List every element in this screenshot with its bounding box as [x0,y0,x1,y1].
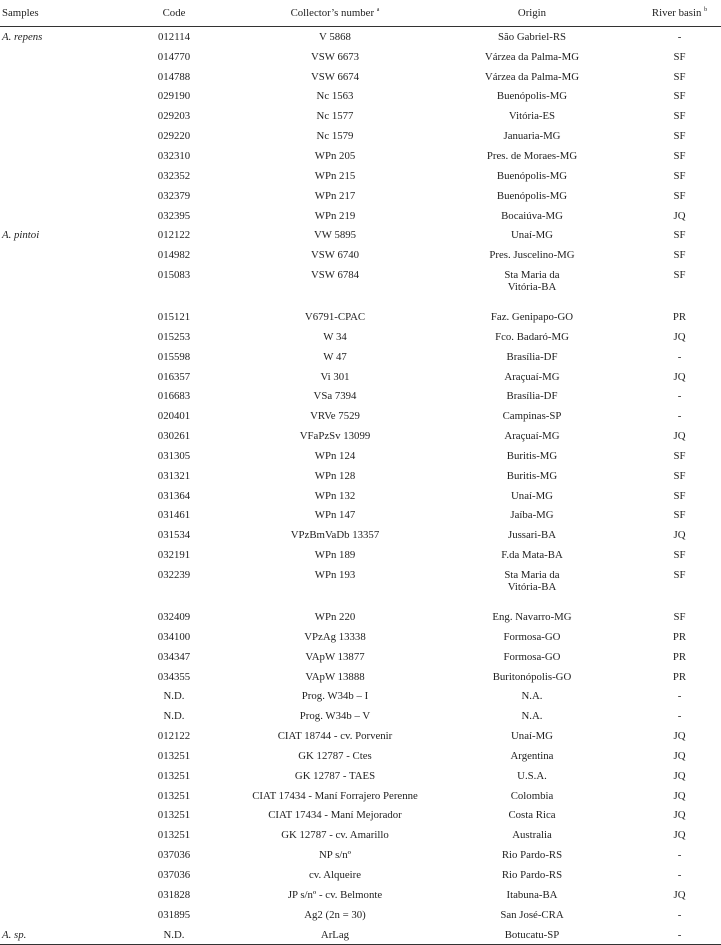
cell-river-basin: JQ [673,888,686,901]
cell-code: N.D. [128,925,220,945]
header-code: Code [128,2,220,27]
table-row [0,686,721,706]
cell-origin: Várzea da Palma-MG [484,50,580,63]
cell-code: N.D. [163,690,185,703]
table-row [0,806,721,826]
table-row [0,726,721,746]
table-row [0,206,721,226]
cell-river-basin: - [677,30,682,43]
origin-line-2: Vitória-BA [507,281,557,294]
table-row [0,265,721,307]
cell-code: 037036 [157,868,191,881]
cell-river-basin: JQ [673,789,686,802]
cell-river-basin: SF [673,509,686,522]
cell-code: 034100 [157,630,191,643]
table-row [0,225,721,245]
cell-origin: San José-CRA [500,908,564,921]
cell-sample [0,746,128,766]
cell-origin: Argentina [510,749,554,762]
origin-line-1: Sta Maria da [504,269,560,282]
cell-sample [0,87,128,107]
cell-sample [0,667,128,687]
cell-sample [0,647,128,667]
cell-sample [0,186,128,206]
cell-river-basin: JQ [673,730,686,743]
cell-river-basin: SF [673,569,686,582]
cell-sample [0,565,128,607]
cell-river-basin: SF [673,489,686,502]
cell-origin: Pres. Juscelino-MG [489,249,575,262]
cell-sample [0,905,128,925]
cell-collector-number: VPzBmVaDb 13357 [290,529,380,542]
cell-code: 031321 [157,469,191,482]
cell-river-basin: JQ [673,370,686,383]
cell-river-basin: JQ [673,430,686,443]
cell-origin: Eng. Navarro-MG [492,611,572,624]
cell-code: 032379 [157,189,191,202]
table-row [0,786,721,806]
cell-origin: Formosa-GO [503,630,561,643]
cell-collector-number: ArLag [220,925,450,945]
table-row [0,825,721,845]
cell-collector-number: VSW 6740 [310,249,360,262]
cell-sample [0,347,128,367]
cell-river-basin: - [677,710,682,723]
cell-collector-number: VApW 13888 [305,670,365,683]
cell-origin: Itabuna-BA [506,888,558,901]
cell-river-basin: - [677,868,682,881]
table-row [0,186,721,206]
cell-river-basin: SF [673,189,686,202]
cell-code: 020401 [157,410,191,423]
cell-collector-number: Prog. W34b – V [299,710,371,723]
cell-collector-number: WPn 219 [314,209,356,222]
cell-sample [0,146,128,166]
cell-origin: Australia [512,829,552,842]
cell-river-basin: PR [672,311,687,324]
cell-river-basin: - [677,849,682,862]
cell-origin: Faz. Genipapo-GO [490,311,574,324]
header-origin: Origin [450,2,614,27]
cell-river-basin: SF [673,229,686,242]
table-row [0,307,721,327]
cell-sample [0,307,128,327]
cell-origin: Unaí-MG [511,730,553,743]
cell-sample [0,406,128,426]
table-row [0,506,721,526]
cell-code: 032239 [157,569,191,582]
table-row [0,387,721,407]
accessions-table [0,2,721,945]
cell-sample [0,706,128,726]
cell-code: 032191 [157,549,191,562]
cell-river-basin: JQ [673,809,686,822]
cell-origin [450,265,614,307]
cell-river-basin: PR [672,630,687,643]
header-river-basin [614,2,721,27]
header-samples: Samples [0,2,128,27]
cell-code: 016683 [157,390,191,403]
cell-sample [0,865,128,885]
origin-line-2: Vitória-BA [507,581,557,594]
cell-sample [0,766,128,786]
cell-origin: N.A. [521,690,543,703]
cell-river-basin: - [677,410,682,423]
cell-collector-number: WPn 193 [314,569,356,582]
cell-collector-number: Ag2 (2n = 30) [304,908,366,921]
cell-code: 016357 [157,370,191,383]
cell-code: 032409 [157,611,191,624]
table-row [0,647,721,667]
table-row [0,627,721,647]
table-row [0,47,721,67]
cell-code: 031305 [157,449,191,462]
cell-collector-number: VPzAg 13338 [304,630,366,643]
cell-sample [0,67,128,87]
cell-code: 013251 [157,809,191,822]
table-row [0,766,721,786]
table-row [0,905,721,925]
cell-sample [0,885,128,905]
cell-river-basin: SF [673,50,686,63]
table-row [0,486,721,506]
cell-river-basin: - [614,925,721,945]
cell-origin: Unaí-MG [511,229,553,242]
cell-origin: F.da Mata-BA [501,549,563,562]
cell-river-basin: JQ [673,769,686,782]
table-row [0,446,721,466]
cell-sample [0,166,128,186]
cell-code: 034355 [157,670,191,683]
cell-river-basin: SF [673,90,686,103]
cell-origin: Botucatu-SP [450,925,614,945]
cell-code: 013251 [157,749,191,762]
table-row [0,245,721,265]
cell-collector-number: Nc 1563 [316,90,354,103]
table-row [0,885,721,905]
table-row [0,667,721,687]
table-row [0,525,721,545]
cell-sample [0,627,128,647]
table-row [0,67,721,87]
cell-sample [0,327,128,347]
cell-code: 012114 [158,30,190,43]
cell-sample [0,126,128,146]
cell-river-basin: - [677,690,682,703]
cell-code: 031364 [157,489,191,502]
cell-collector-number: VW 5895 [313,229,357,242]
table-row [0,426,721,446]
table-row [0,865,721,885]
cell-river-basin: SF [673,249,686,262]
cell-code: 029203 [157,110,191,123]
cell-origin: Brasília-DF [506,350,558,363]
cell-collector-number: CIAT 17434 - Maní Mejorador [268,809,402,822]
table-row [0,406,721,426]
cell-code: 031534 [157,529,191,542]
cell-collector-number: WPn 189 [314,549,356,562]
cell-collector-number: NP s/nº [318,849,352,862]
cell-origin: Pres. de Moraes-MG [486,149,578,162]
cell-sample [0,367,128,387]
cell-code: 014788 [157,70,191,83]
cell-river-basin: - [677,390,682,403]
cell-origin: Brasília-DF [506,390,558,403]
table-row [0,845,721,865]
cell-river-basin: SF [673,70,686,83]
cell-river-basin: JQ [673,829,686,842]
cell-origin: Araçuaí-MG [504,430,560,443]
table-header [0,2,721,27]
table-body [0,27,721,945]
cell-collector-number: W 47 [323,350,347,363]
cell-sample [0,726,128,746]
cell-collector-number: WPn 124 [314,449,356,462]
cell-river-basin: - [677,350,682,363]
cell-collector-number: VRVe 7529 [310,410,360,423]
cell-origin: Fco. Badaró-MG [495,330,569,343]
cell-origin: Buenópolis-MG [496,169,568,182]
cell-sample [0,845,128,865]
table-row [0,706,721,726]
header-collector [220,2,450,27]
cell-river-basin: SF [673,549,686,562]
cell-origin: Januaria-MG [503,130,561,143]
cell-origin: Buritis-MG [506,469,558,482]
cell-collector-number: WPn 217 [314,189,356,202]
table-row [0,565,721,607]
cell-code: 012122 [157,229,191,242]
cell-code: 015083 [157,269,191,282]
table-row [0,166,721,186]
table-row [0,925,721,945]
cell-sample [0,206,128,226]
cell-origin: São Gabriel-RS [497,30,567,43]
origin-line-1: Sta Maria da [504,569,560,582]
cell-river-basin: SF [673,449,686,462]
cell-collector-number: VSW 6674 [310,70,360,83]
cell-origin: Unaí-MG [511,489,553,502]
table-row [0,466,721,486]
cell-collector-number: Vi 301 [320,370,350,383]
cell-sample [0,245,128,265]
cell-collector-number: VSa 7394 [313,390,357,403]
table-row [0,367,721,387]
cell-collector-number: JP s/nº - cv. Belmonte [287,888,383,901]
cell-river-basin: SF [673,130,686,143]
cell-origin: Buritis-MG [506,449,558,462]
cell-collector-number: WPn 147 [314,509,356,522]
cell-sample: A. repens [2,30,43,43]
cell-origin: Campinas-SP [502,410,562,423]
cell-sample [0,545,128,565]
table-row [0,126,721,146]
cell-origin: Formosa-GO [503,650,561,663]
cell-collector-number: Nc 1579 [316,130,354,143]
cell-collector-number: VApW 13877 [305,650,365,663]
cell-sample [0,825,128,845]
table-row [0,545,721,565]
cell-sample [0,387,128,407]
cell-sample [0,607,128,627]
cell-river-basin: JQ [673,529,686,542]
cell-collector-number: WPn 128 [314,469,356,482]
cell-code: 029190 [157,90,191,103]
cell-sample [0,47,128,67]
cell-collector-number: VSW 6784 [310,269,360,282]
cell-origin: N.A. [521,710,543,723]
table-row [0,347,721,367]
cell-river-basin: SF [673,611,686,624]
cell-code: 015598 [157,350,191,363]
cell-code: 032310 [157,149,191,162]
cell-collector-number: CIAT 18744 - cv. Porvenir [277,730,393,743]
cell-origin: Buenópolis-MG [496,189,568,202]
header-basin-label: River basin [651,7,702,19]
cell-origin [450,565,614,607]
cell-code: 013251 [157,789,191,802]
cell-river-basin: SF [673,169,686,182]
cell-code: 013251 [157,829,191,842]
cell-collector-number: V 5868 [319,30,351,43]
cell-code: 031828 [157,888,191,901]
cell-collector-number: VSW 6673 [310,50,360,63]
cell-collector-number: CIAT 17434 - Maní Forrajero Perenne [252,789,418,802]
cell-origin: U.S.A. [517,769,547,782]
cell-collector-number: cv. Alqueire [308,868,362,881]
cell-sample [0,486,128,506]
header-collector-label: Collector’s number [290,7,375,19]
cell-collector-number: Prog. W34b – I [301,690,369,703]
cell-collector-number: WPn 215 [314,169,356,182]
table-row [0,607,721,627]
cell-code: 014982 [157,249,191,262]
cell-code: 014770 [157,50,191,63]
cell-code: 031895 [157,908,191,921]
cell-sample: A. sp. [0,925,128,945]
cell-origin: Araçuaí-MG [504,370,560,383]
cell-origin: Rio Pardo-RS [501,868,563,881]
cell-river-basin: - [677,908,682,921]
cell-code: 037036 [157,849,191,862]
cell-code: 034347 [157,650,191,663]
cell-sample [0,426,128,446]
cell-code: N.D. [163,710,185,723]
cell-code: 030261 [157,430,191,443]
cell-code: 015121 [157,311,191,324]
cell-collector-number: WPn 220 [314,611,356,624]
table-row [0,146,721,166]
cell-origin: Jaíba-MG [510,509,554,522]
cell-river-basin: JQ [673,749,686,762]
cell-origin: Costa Rica [508,809,556,822]
cell-sample [0,446,128,466]
table-row [0,746,721,766]
cell-sample [0,265,128,307]
cell-origin: Várzea da Palma-MG [484,70,580,83]
cell-collector-number: W 34 [323,330,347,343]
cell-sample: A. pintoi [2,229,40,242]
cell-code: 015253 [157,330,191,343]
table-row [0,327,721,347]
cell-collector-number: GK 12787 - TAES [294,769,376,782]
cell-origin: Buenópolis-MG [496,90,568,103]
cell-collector-number: WPn 205 [314,149,356,162]
table-row [0,87,721,107]
cell-code: 031461 [157,509,191,522]
cell-collector-number: VFaPzSv 13099 [299,430,371,443]
cell-collector-number: Nc 1577 [316,110,354,123]
cell-code: 013251 [157,769,191,782]
cell-river-basin: PR [672,650,687,663]
cell-collector-number: V6791-CPAC [304,311,366,324]
cell-origin: Jussari-BA [508,529,556,542]
footnote-marker-a: a [376,7,380,13]
cell-sample [0,686,128,706]
cell-river-basin: JQ [673,330,686,343]
cell-origin: Vitória-ES [508,110,556,123]
cell-river-basin: SF [673,269,686,282]
cell-code: 029220 [157,130,191,143]
cell-river-basin: SF [673,110,686,123]
cell-river-basin: PR [672,670,687,683]
cell-origin: Bocaiúva-MG [501,209,563,222]
cell-sample [0,525,128,545]
header-row [0,2,721,27]
cell-sample [0,106,128,126]
cell-sample [0,786,128,806]
cell-origin: Colombia [510,789,554,802]
cell-sample [0,506,128,526]
footnote-marker-b: b [704,7,708,13]
cell-code: 032352 [157,169,191,182]
table-row [0,27,721,47]
cell-collector-number: GK 12787 - Ctes [298,749,372,762]
table-row [0,106,721,126]
cell-sample [0,806,128,826]
cell-code: 012122 [157,730,191,743]
cell-code: 032395 [157,209,191,222]
cell-river-basin: SF [673,469,686,482]
cell-sample [0,466,128,486]
cell-origin: Rio Pardo-RS [501,849,563,862]
cell-river-basin: JQ [673,209,686,222]
cell-collector-number: GK 12787 - cv. Amarillo [281,829,389,842]
cell-collector-number: WPn 132 [314,489,356,502]
cell-river-basin: SF [673,149,686,162]
cell-origin: Buritonópolis-GO [492,670,572,683]
